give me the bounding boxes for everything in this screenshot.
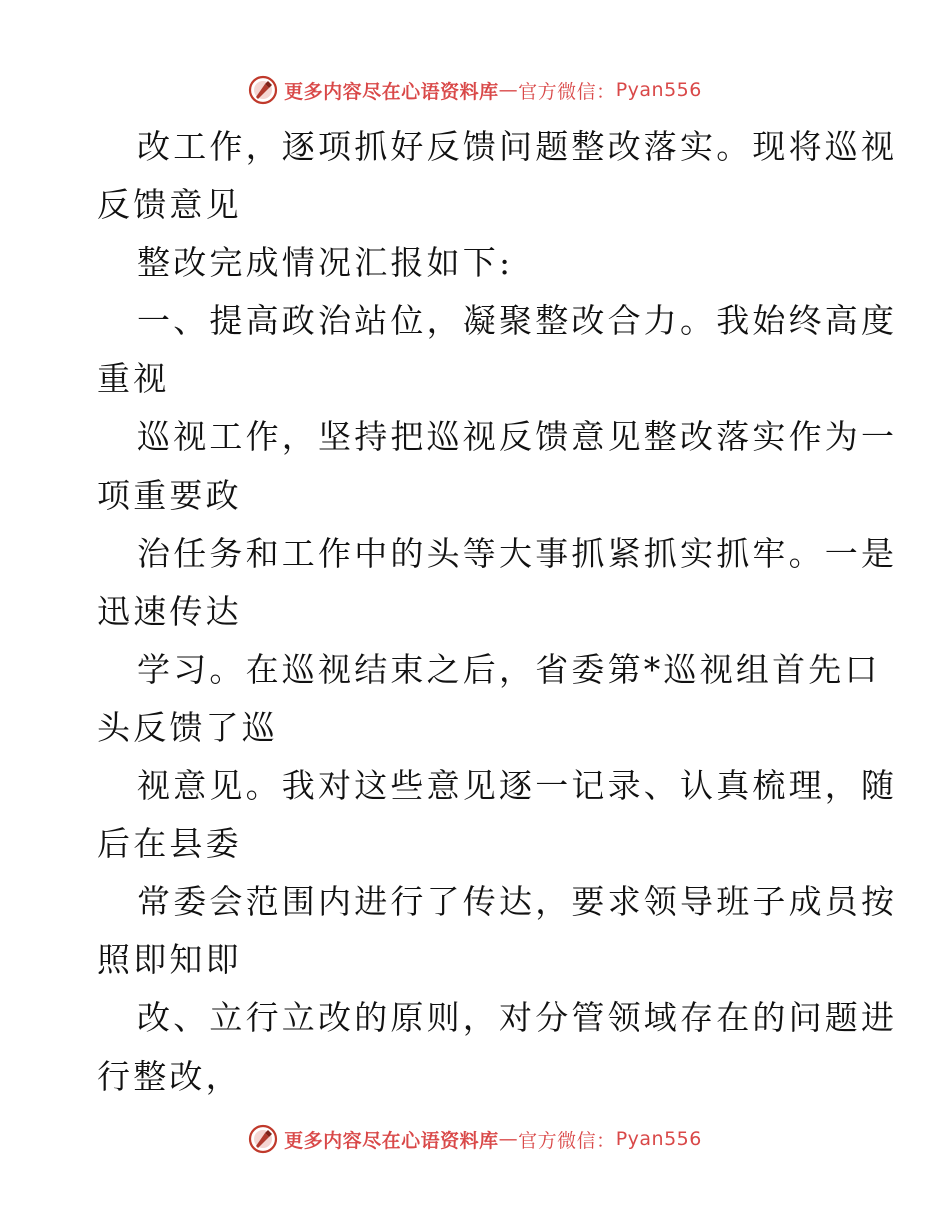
body-line: 行整改，: [97, 1056, 242, 1096]
footer-separator: —: [498, 1128, 519, 1150]
body-line: 视意见。我对这些意见逐一记录、认真梳理，随: [137, 766, 898, 806]
body-line: 迅速传达: [97, 591, 242, 631]
pen-nib-logo-icon: [248, 75, 278, 105]
body-line: 重视: [97, 359, 170, 399]
header-banner: [0, 70, 950, 110]
body-line: 反馈意见: [97, 185, 242, 225]
body-line: 整改完成情况汇报如下:: [137, 243, 514, 283]
body-line: 后在县委: [97, 824, 242, 864]
pen-nib-logo-icon: [248, 1124, 278, 1154]
document-body: [97, 118, 898, 1106]
body-line: 常委会范围内进行了传达，要求领导班子成员按: [137, 882, 898, 922]
body-line: 头反馈了巡: [97, 707, 278, 747]
body-line: 项重要政: [97, 475, 242, 515]
footer-site-name: 更多内容尽在心语资料库: [284, 1129, 499, 1152]
header-wechat-account: Pyan556: [615, 79, 702, 101]
body-line: 巡视工作，坚持把巡视反馈意见整改落实作为一: [137, 417, 898, 457]
body-line: 照即知即: [97, 940, 242, 980]
footer-wechat-label: 官方微信：: [518, 1129, 616, 1152]
footer-banner: [0, 1119, 950, 1159]
body-line: 一、提高政治站位，凝聚整改合力。我始终高度: [137, 301, 898, 341]
body-line: 改、立行立改的原则，对分管领域存在的问题进: [137, 998, 898, 1038]
footer-wechat-account: Pyan556: [615, 1128, 702, 1150]
header-site-name: 更多内容尽在心语资料库: [284, 80, 499, 103]
header-separator: —: [498, 79, 519, 101]
body-line: 学习。在巡视结束之后，省委第*巡视组首先口: [137, 649, 881, 689]
body-line: 治任务和工作中的头等大事抓紧抓实抓牢。一是: [137, 533, 898, 573]
body-line: 改工作，逐项抓好反馈问题整改落实。现将巡视: [137, 127, 898, 166]
header-wechat-label: 官方微信：: [518, 80, 616, 103]
